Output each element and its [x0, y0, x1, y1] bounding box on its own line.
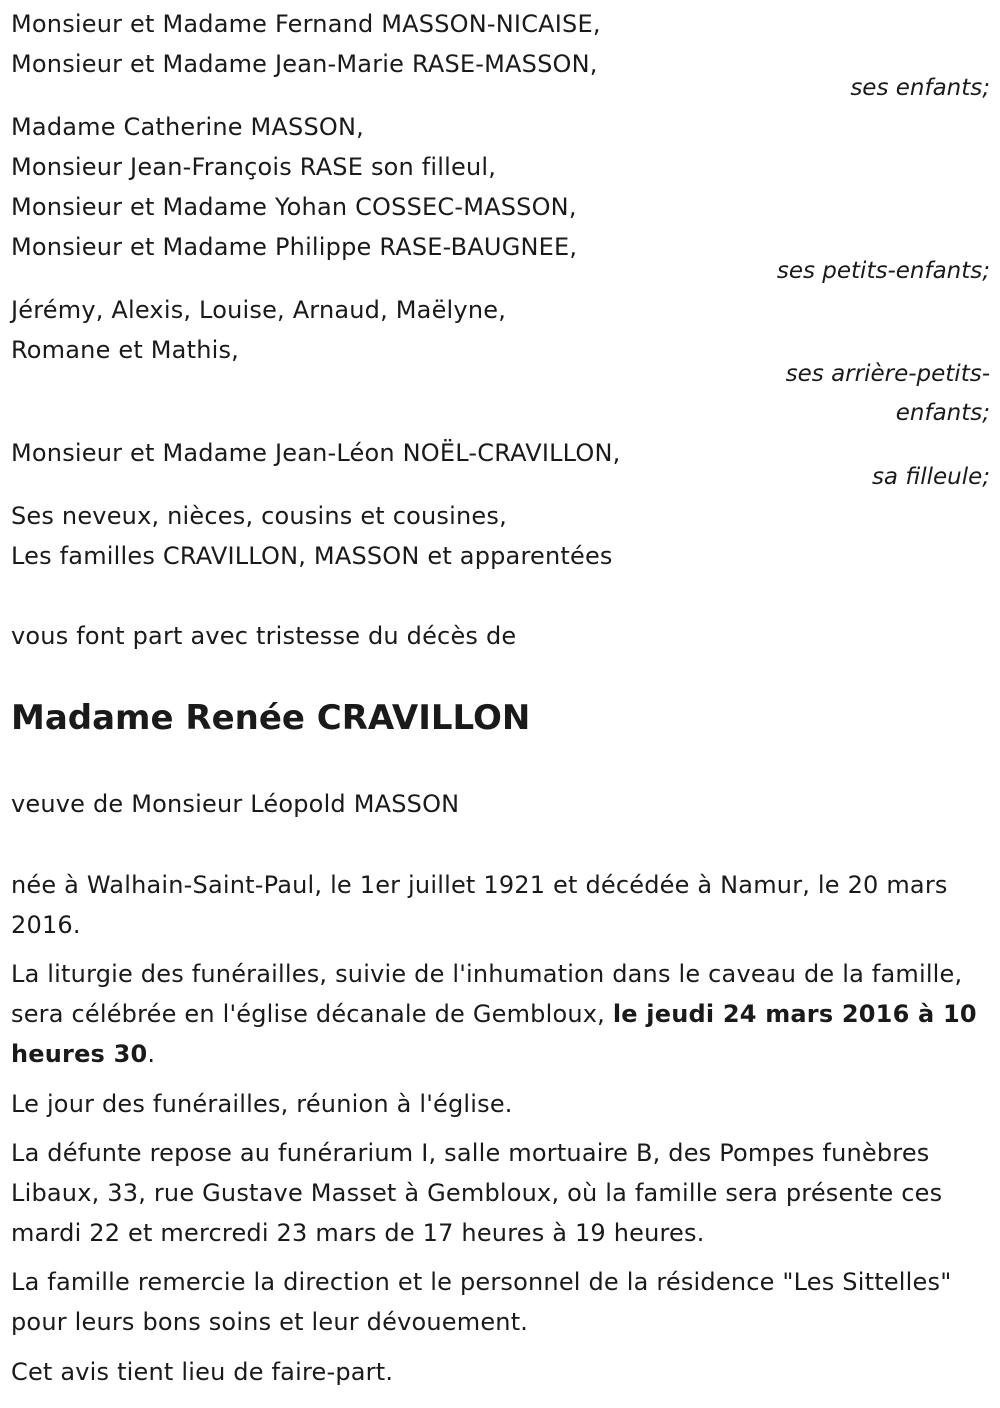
family-line: Ses neveux, nièces, cousins et cousines,	[11, 502, 507, 530]
family-line: Monsieur et Madame Fernand MASSON-NICAISE,	[11, 10, 601, 38]
thanks-paragraph: La famille remercie la direction et le personnel de la résidence "Les Sittelles" pour leurs bons soins et leur dévouement.	[11, 1268, 952, 1336]
family-line: Monsieur Jean-François RASE son filleul,	[11, 153, 497, 181]
liturgy-end: .	[147, 1040, 156, 1068]
relation-label: sa filleule;	[871, 464, 990, 490]
birth-death-paragraph: née à Walhain-Saint-Paul, le 1er juillet 1921 et décédée à Namur, le 20 mars 2016.	[11, 871, 948, 939]
family-line: Monsieur et Madame Yohan COSSEC-MASSON,	[11, 193, 577, 221]
family-line: Monsieur et Madame Philippe RASE-BAUGNEE,	[11, 233, 578, 261]
closing-paragraph: Cet avis tient lieu de faire-part.	[11, 1358, 394, 1386]
repose-paragraph: La défunte repose au funérarium I, salle mortuaire B, des Pompes funèbres Libaux, 33, rue Gustave Masset à Gembloux, où la famille sera présente ces mardi 22 et mercredi 23 mars de 17 heures à 19 heures.	[11, 1139, 943, 1247]
family-line: Romane et Mathis,	[11, 336, 240, 364]
announcement-text: vous font part avec tristesse du décès de	[11, 622, 517, 650]
relation-label: enfants;	[895, 400, 990, 426]
family-line: Monsieur et Madame Jean-Marie RASE-MASSON,	[11, 50, 598, 78]
liturgy-text: La liturgie des funérailles, suivie de l'inhumation dans le caveau de la famille, sera célébrée en l'église décanale de Gembloux,	[11, 960, 963, 1028]
relation-label: ses arrière-petits-	[785, 361, 990, 387]
family-line: Madame Catherine MASSON,	[11, 113, 364, 141]
relation-label: ses enfants;	[850, 75, 990, 101]
family-line: Jérémy, Alexis, Louise, Arnaud, Maëlyne,	[11, 296, 507, 324]
relation-label: ses petits-enfants;	[776, 258, 990, 284]
widow-of-text: veuve de Monsieur Léopold MASSON	[11, 790, 460, 818]
gathering-paragraph: Le jour des funérailles, réunion à l'église.	[11, 1090, 513, 1118]
liturgy-date: le jeudi 24 mars 2016 à 10 heures 30	[11, 1000, 977, 1068]
deceased-name: Madame Renée CRAVILLON	[11, 698, 531, 738]
family-line: Monsieur et Madame Jean-Léon NOËL-CRAVILLON,	[11, 439, 621, 467]
liturgy-paragraph	[11, 954, 991, 1074]
family-line: Les familles CRAVILLON, MASSON et apparentées	[11, 542, 613, 570]
